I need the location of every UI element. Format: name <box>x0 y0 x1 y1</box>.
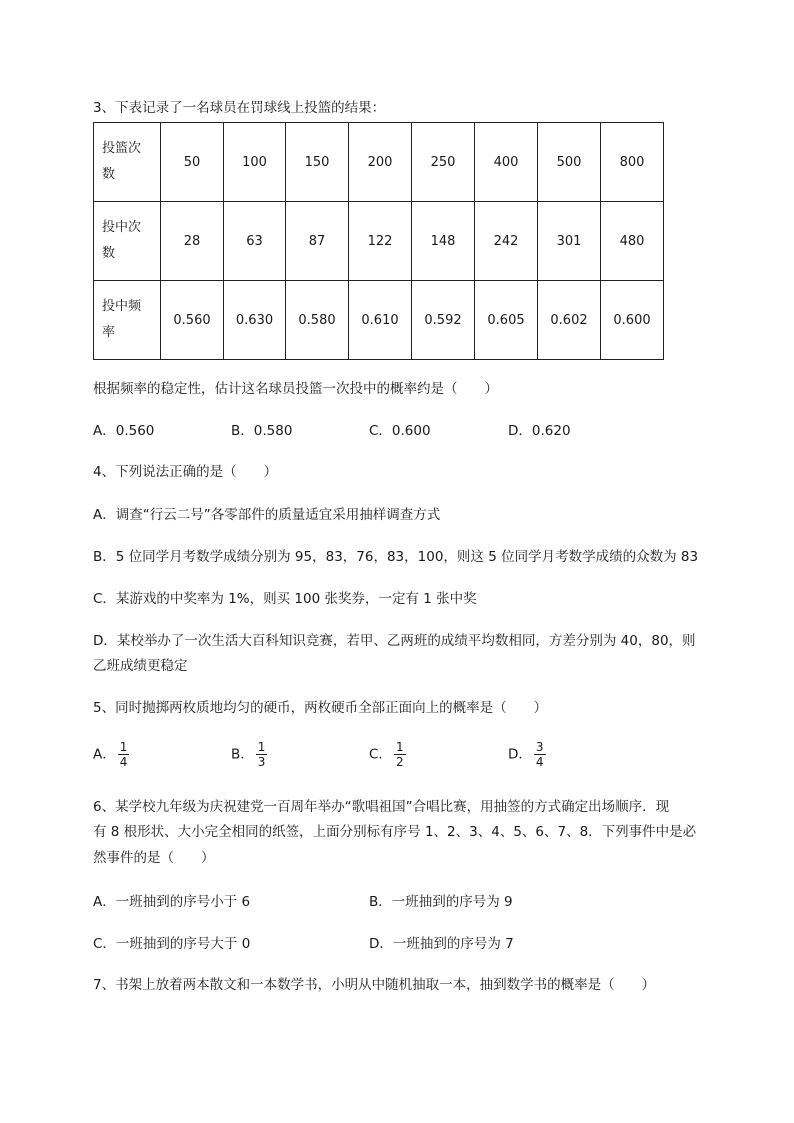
table-cell: 0.602 <box>538 281 601 360</box>
q6-line-1: 6、某学校九年级为庆祝建党一百周年举办“歌唱祖国”合唱比赛，用抽签的方式确定出场顺序．现 <box>93 799 670 815</box>
table-cell: 63 <box>224 202 286 281</box>
q6-option-c: C．一班抽到的序号大于 0 <box>93 936 251 952</box>
fraction: $\frac{1}{4}$ <box>119 740 128 769</box>
table-cell: 242 <box>475 202 538 281</box>
table-cell: 0.580 <box>286 281 349 360</box>
table-cell: 200 <box>349 123 412 202</box>
table-row <box>94 202 664 281</box>
table-cell: 800 <box>601 123 664 202</box>
q7-title: 7、书架上放着两本散文和一本数学书，小明从中随机抽取一本，抽到数学书的概率是（ ） <box>93 977 656 993</box>
table-row <box>94 123 664 202</box>
table-cell: 122 <box>349 202 412 281</box>
table-cell: 480 <box>601 202 664 281</box>
table-cell: 0.605 <box>475 281 538 360</box>
q6-option-a: A．一班抽到的序号小于 6 <box>93 894 251 910</box>
q4-option-b: B．5 位同学月考数学成绩分别为 95，83，76，83，100，则这 5 位同学月考数学成绩的众数为 83 <box>93 549 699 565</box>
q3-title: 3、下表记录了一名球员在罚球线上投篮的结果： <box>93 100 386 116</box>
q6-option-d: D．一班抽到的序号为 7 <box>369 936 514 952</box>
q4-option-d-cont: 乙班成绩更稳定 <box>93 658 188 674</box>
table-cell: 100 <box>224 123 286 202</box>
table-cell: 0.600 <box>601 281 664 360</box>
table-cell: 87 <box>286 202 349 281</box>
q3-question: 根据频率的稳定性，估计这名球员投篮一次投中的概率约是（ ） <box>93 381 498 397</box>
q5-option-a: A． $\frac{1}{4}$ <box>93 740 128 769</box>
table-cell: 250 <box>412 123 475 202</box>
q3-option-b: B．0.580 <box>231 423 293 439</box>
fraction: $\frac{1}{2}$ <box>395 740 404 769</box>
table-cell: 301 <box>538 202 601 281</box>
q5-option-b: B． $\frac{1}{3}$ <box>231 740 266 769</box>
table-cell: 0.630 <box>224 281 286 360</box>
q3-option-d: D．0.620 <box>508 423 571 439</box>
table-cell: 0.560 <box>161 281 224 360</box>
table-cell: 28 <box>161 202 224 281</box>
table-cell: 0.610 <box>349 281 412 360</box>
q5-option-c: C． $\frac{1}{2}$ <box>369 740 404 769</box>
q3-option-c: C．0.600 <box>369 423 431 439</box>
table-cell: 150 <box>286 123 349 202</box>
q6-line-2: 有 8 根形状、大小完全相同的纸签，上面分别标有序号 1、2、3、4、5、6、7、8．下列事件中是必 <box>93 824 697 840</box>
q5-option-d: D． $\frac{3}{4}$ <box>508 740 544 769</box>
table-cell: 400 <box>475 123 538 202</box>
table-row <box>94 281 664 360</box>
table-cell: 50 <box>161 123 224 202</box>
q6-line-3: 然事件的是（ ） <box>93 850 215 866</box>
shooting-table <box>93 122 664 360</box>
row-header: 投篮次 数 <box>94 123 161 202</box>
table-cell: 0.592 <box>412 281 475 360</box>
row-header: 投中次 数 <box>94 202 161 281</box>
row-header: 投中频 率 <box>94 281 161 360</box>
fraction: $\frac{3}{4}$ <box>535 740 544 769</box>
fraction: $\frac{1}{3}$ <box>257 740 266 769</box>
q4-option-d: D．某校举办了一次生活大百科知识竞赛，若甲、乙两班的成绩平均数相同，方差分别为 40，80，则 <box>93 633 696 649</box>
q5-title: 5、同时抛掷两枚质地均匀的硬币，两枚硬币全部正面向上的概率是（ ） <box>93 700 548 716</box>
table-cell: 148 <box>412 202 475 281</box>
q3-option-a: A．0.560 <box>93 423 155 439</box>
q4-option-c: C．某游戏的中奖率为 1%，则买 100 张奖券，一定有 1 张中奖 <box>93 591 477 607</box>
table-cell: 500 <box>538 123 601 202</box>
q4-option-a: A．调查“行云二号”各零部件的质量适宜采用抽样调查方式 <box>93 507 441 523</box>
q4-title: 4、下列说法正确的是（ ） <box>93 464 278 480</box>
q6-option-b: B．一班抽到的序号为 9 <box>369 894 513 910</box>
